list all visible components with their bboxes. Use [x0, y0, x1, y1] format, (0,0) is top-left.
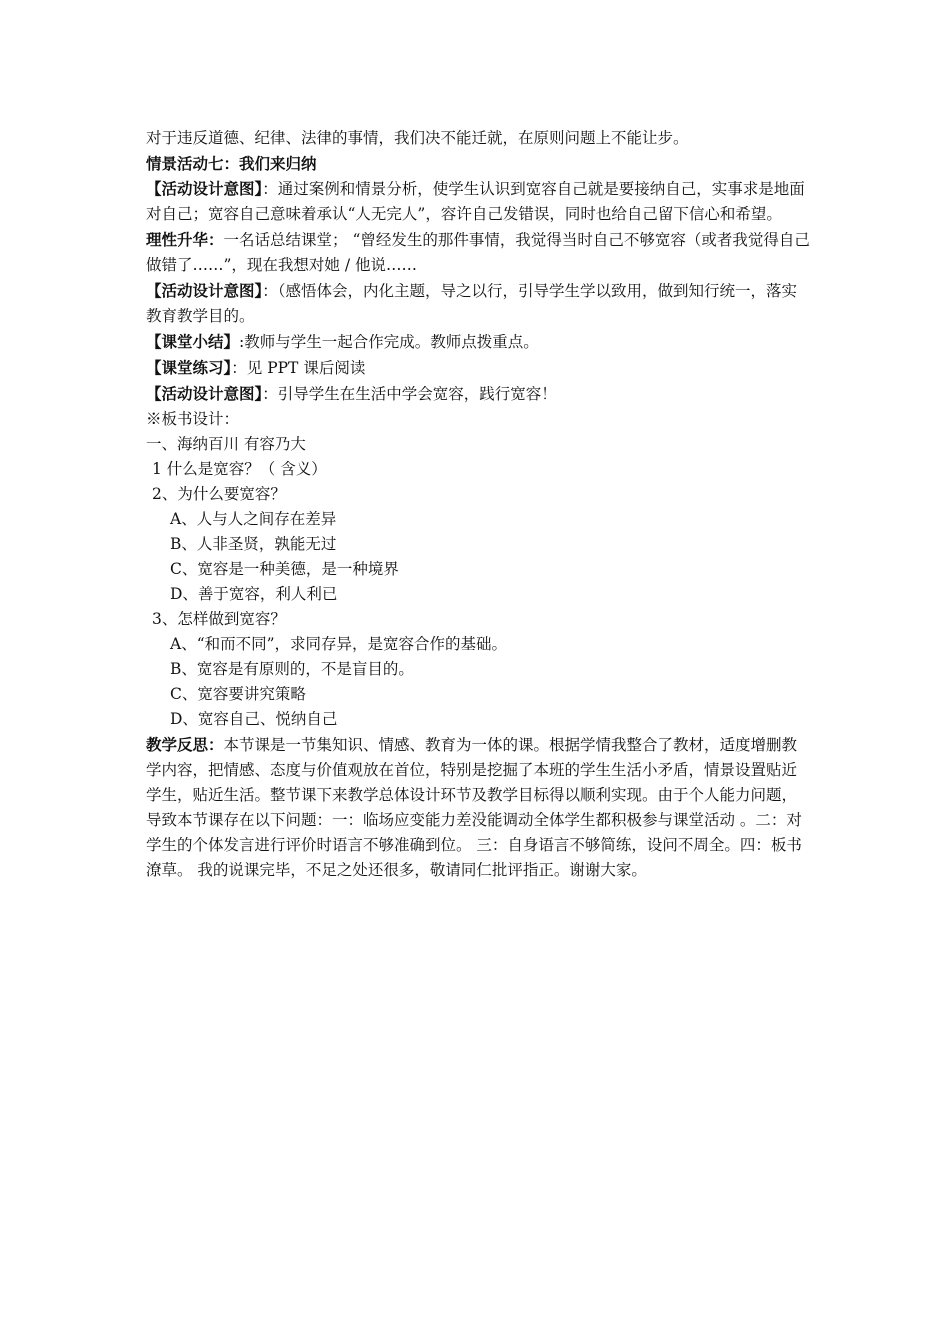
reflection-label: 教学反思：	[146, 735, 224, 754]
list-item: A、人与人之间存在差异	[170, 510, 337, 528]
document-body	[146, 126, 810, 883]
scene7-title: 情景活动七：我们来归纳	[146, 154, 317, 173]
question-3: 3、怎样做到宽容？	[152, 610, 286, 628]
reflection-text: 本节课是一节集知识、情感、教育为一体的课。根据学情我整合了教材，适度增删教学内容，把情感、态度与价值观放在首位，特别是挖掘了本班的学生生活小矛盾，情景设置贴近学生，贴近生活。整节课下来教学总体设计环节及教学目标得以顺利实现。由于个人能力问题，导致本节课存在以下问题：一：临场应变能力差没能调动全体学生都积极参与课堂活动 。二：对学生的个体发言进行评价时语言不够准确到位。 三：自身语言不够简练，设问不周全。四：板书潦草。 我的说课完毕，不足之处还很多，敬请同仁批评指正。谢谢大家。	[146, 736, 802, 879]
list-item: B、宽容是有原则的，不是盲目的。	[170, 660, 414, 678]
rational-upgrade	[146, 227, 810, 278]
rational-label: 理性升华：	[146, 230, 224, 249]
teaching-reflection	[146, 732, 810, 883]
list-item: C、宽容要讲究策略	[170, 685, 306, 703]
design-intent-text: ：通过案例和情景分析，使学生认识到宽容自己就是要接纳自己，实事求是地面对自己；宽容自己意味着承认“人无完人”，容许自己发错误，同时也给自己留下信心和希望。	[146, 180, 805, 223]
list-item: D、宽容自己、悦纳自己	[170, 710, 338, 728]
principle-line: 对于违反道德、纪律、法律的事情，我们决不能迁就，在原则问题上不能让步。	[146, 129, 689, 147]
question-1: 1 什么是宽容？（ 含义）	[152, 460, 327, 478]
list-item: A、“和而不同”，求同存异，是宽容合作的基础。	[170, 635, 508, 653]
design-intent-label: 【活动设计意图】	[146, 384, 263, 403]
design-intent-3	[146, 381, 810, 407]
design-intent-label: 【活动设计意图】	[146, 179, 263, 198]
design-intent-label: 【活动设计意图】	[146, 281, 263, 300]
practice-label: 【课堂练习】	[146, 358, 232, 377]
list-item: B、人非圣贤，孰能无过	[170, 535, 337, 553]
rational-text: 一名话总结课堂； “曾经发生的那件事情，我觉得当时自己不够宽容（或者我觉得自己做错了……”，现在我想对她 / 他说……	[146, 231, 810, 274]
class-summary	[146, 329, 810, 355]
board-heading: 一、海纳百川 有容乃大	[146, 435, 306, 453]
board-design-title: ※板书设计：	[146, 410, 240, 428]
class-practice	[146, 355, 810, 381]
design-intent-2	[146, 278, 810, 329]
summary-label: 【课堂小结】	[146, 332, 240, 351]
list-item: C、宽容是一种美德，是一种境界	[170, 560, 399, 578]
question-2: 2、为什么要宽容？	[152, 485, 286, 503]
summary-text: :教师与学生一起合作完成。教师点拨重点。	[239, 333, 539, 351]
design-intent-text: ：引导学生在生活中学会宽容，践行宽容！	[262, 385, 557, 403]
practice-text: ：见 PPT 课后阅读	[231, 359, 366, 377]
design-intent-text: ：（感悟体会，内化主题，导之以行，引导学生学以致用，做到知行统一，落实教育教学目的。	[146, 282, 798, 325]
design-intent-1	[146, 176, 810, 227]
list-item: D、善于宽容，利人利已	[170, 585, 338, 603]
